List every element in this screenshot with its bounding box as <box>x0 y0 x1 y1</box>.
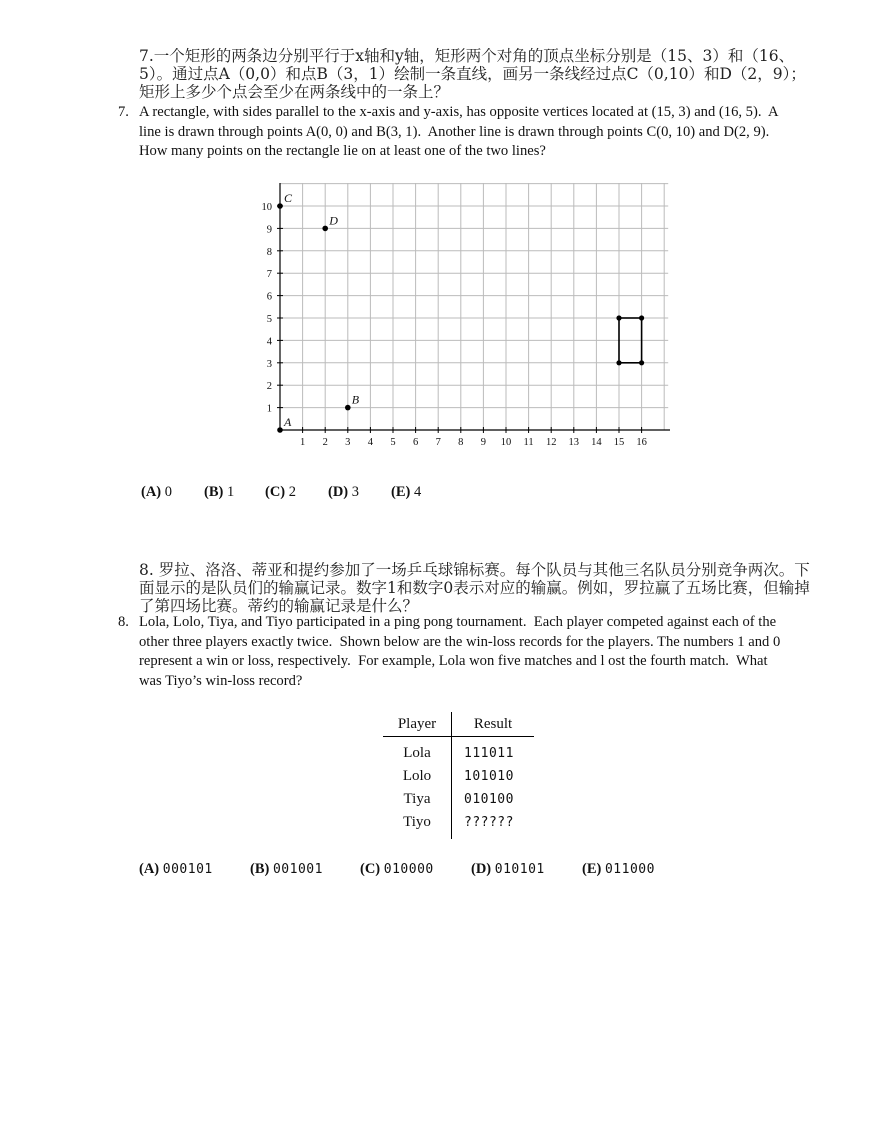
x-tick-label: 6 <box>412 437 419 448</box>
player-cell: Lolo <box>383 765 452 788</box>
y-tick-label: 7 <box>266 269 272 281</box>
y-tick-label: 8 <box>266 246 272 258</box>
x-tick-label: 4 <box>367 437 374 448</box>
q7-choice-a[interactable]: (A) 0 <box>141 484 173 500</box>
q7-chinese-text: 7.一个矩形的两条边分别平行于x轴和y轴，矩形两个对角的顶点坐标分别是（15、3）和（16、5）。通过点A（0,0）和点B（3，1）绘制一条直线，画另一条线经过点C（0,10）和D（2，9）；矩形上多少个点会至少在两条线中的一条上？ <box>139 47 806 101</box>
point-label-c: C <box>284 191 293 205</box>
y-tick-label: 1 <box>266 403 272 415</box>
q8-body: Lola, Lolo, Tiya, and Tiyo participated in a ping pong tournament. Each player competed against each of the other three players exactly twice. Shown below are the win-loss records for the players. The numbers 1 and 0 represent a win or loss, respectively. For example, Lola won five matches and l ost the fourth match. What was Tiyo’s win-loss record? <box>139 614 784 689</box>
y-tick-label: 6 <box>266 291 272 303</box>
point-d <box>322 226 328 232</box>
player-cell: Tiyo <box>383 811 452 839</box>
y-tick-label: 2 <box>266 381 272 393</box>
q7-choice-e[interactable]: (E) 4 <box>391 484 422 500</box>
point-label-d: D <box>329 213 338 228</box>
header-result: Result <box>452 712 535 737</box>
table-row <box>383 765 534 788</box>
q7-choice-d[interactable]: (D) 3 <box>328 484 360 500</box>
y-tick-label: 4 <box>266 336 272 348</box>
point-label-b: B <box>351 392 360 407</box>
x-tick-label: 2 <box>322 437 328 448</box>
q7-choice-c[interactable]: (C) 2 <box>265 484 297 500</box>
x-tick-label: 10 <box>500 437 512 448</box>
graph-grid <box>280 183 668 430</box>
win-loss-table <box>383 712 534 839</box>
point-b <box>345 405 351 411</box>
q7-number: 7. <box>118 104 129 120</box>
q8-choice-a[interactable]: (A) 000101 <box>139 861 213 877</box>
x-tick-label: 9 <box>480 437 487 448</box>
table-row <box>383 811 534 839</box>
x-tick-label: 16 <box>636 437 647 448</box>
x-tick-label: 11 <box>523 437 534 448</box>
player-cell: Tiya <box>383 788 452 811</box>
q8-choice-b[interactable]: (B) 001001 <box>250 861 323 877</box>
result-cell: ?????? <box>464 814 514 830</box>
q8-choice-e[interactable]: (E) 011000 <box>582 861 655 877</box>
rectangle-vertex <box>616 315 621 320</box>
y-tick-label: 10 <box>261 202 272 213</box>
y-tick-label: 9 <box>266 224 272 236</box>
rectangle-vertex <box>639 315 644 320</box>
header-player: Player <box>383 712 452 737</box>
x-tick-label: 3 <box>345 437 351 448</box>
x-tick-label: 7 <box>435 437 441 448</box>
x-tick-label: 13 <box>568 437 580 448</box>
y-tick-label: 3 <box>266 358 272 370</box>
point-c <box>277 203 283 209</box>
q8-chinese-text: 8. 罗拉、洛洛、蒂亚和提约参加了一场乒乓球锦标赛。每个队员与其他三名队员分别竞争两次。下面显示的是队员们的输赢记录。数字1和数字0表示对应的输赢。例如，罗拉赢了五场比赛，但输掉了第四场比赛。蒂约的输赢记录是什么？ <box>139 561 810 615</box>
point-a <box>277 427 283 433</box>
x-tick-label: 5 <box>390 437 396 448</box>
table-row <box>383 788 534 811</box>
x-tick-label: 14 <box>591 437 602 448</box>
result-cell: 111011 <box>464 745 514 761</box>
graph-tick-labels <box>262 202 647 448</box>
q7-choice-b[interactable]: (B) 1 <box>204 484 235 500</box>
table-header-row <box>383 712 534 737</box>
x-tick-label: 8 <box>458 437 464 448</box>
point-label-a: A <box>284 415 292 429</box>
q7-coordinate-graph <box>250 183 670 453</box>
q8-number: 8. <box>118 614 129 630</box>
q8-choice-d[interactable]: (D) 010101 <box>471 861 545 877</box>
table-row <box>383 737 534 766</box>
x-tick-label: 12 <box>545 437 557 448</box>
q8-english-text <box>118 613 788 691</box>
rectangle-vertex <box>616 360 621 365</box>
rectangle-vertex <box>639 360 644 365</box>
q7-body: A rectangle, with sides parallel to the x-axis and y-axis, has opposite vertices located at (15, 3) and (16, 5). A line is drawn through points A(0, 0) and B(3, 1). Another line is drawn through points C(0, 10) and D(2, 9). How many points on the rectangle lie on at least one of the two lines? <box>139 104 782 159</box>
y-tick-label: 5 <box>266 314 272 325</box>
player-cell: Lola <box>383 737 452 766</box>
result-cell: 101010 <box>464 768 514 784</box>
result-cell: 010100 <box>464 791 514 807</box>
x-tick-label: 1 <box>299 437 306 448</box>
q7-english-text <box>118 103 788 162</box>
q8-choice-c[interactable]: (C) 010000 <box>360 861 434 877</box>
x-tick-label: 15 <box>613 437 625 448</box>
